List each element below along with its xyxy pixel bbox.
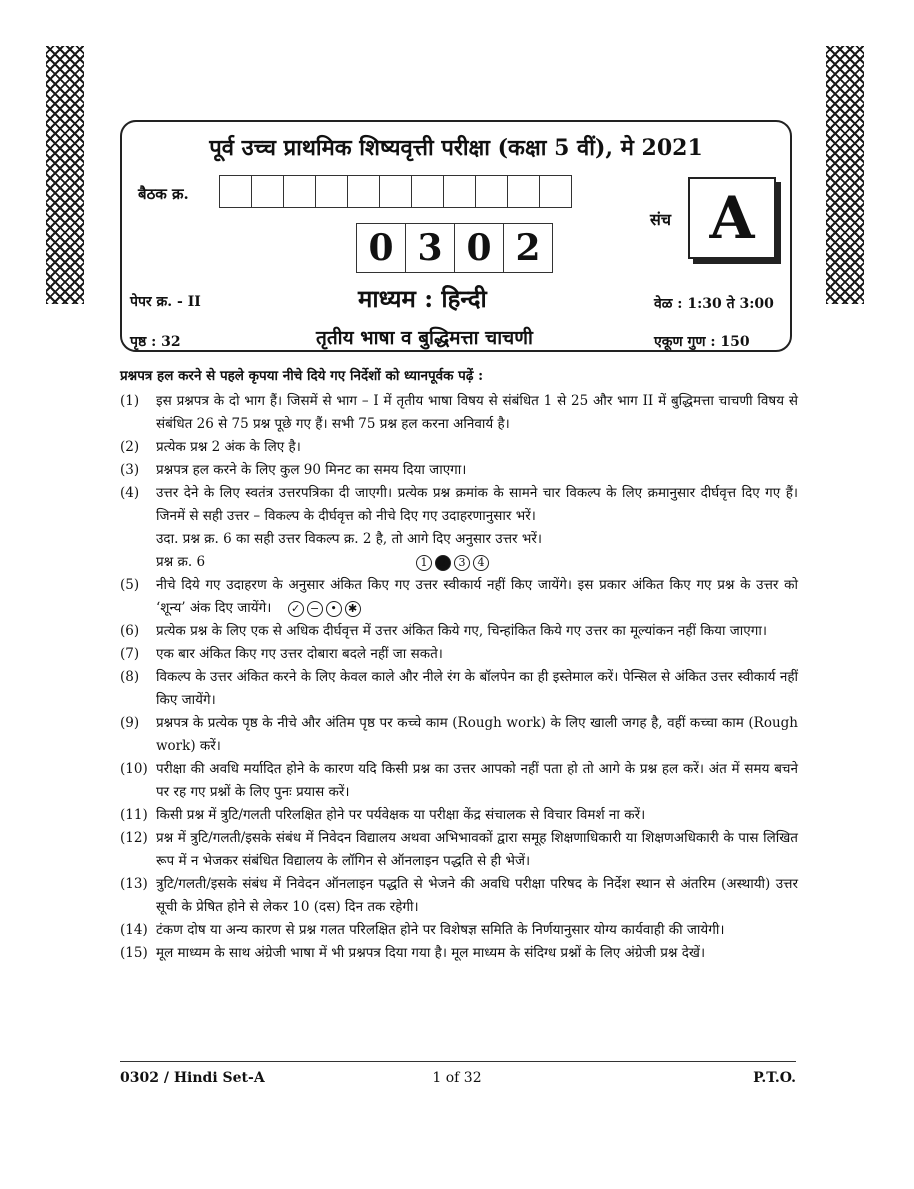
page-count: पृष्ठ : 32 (130, 334, 181, 350)
instruction-text: त्रुटि/गलती/इसके संबंध में निवेदन ऑनलाइन पद्धति से भेजने की अवधि परीक्षा परिषद के निर्देश स्थान से अंतरिम (अस्थायी) उत्तर सूची के प्रेषित होने से लेकर 10 (दस) दिन तक रहेगी। (156, 876, 798, 915)
decorative-border-right (826, 46, 864, 304)
total-marks: एकूण गुण : 150 (654, 334, 750, 350)
dash-mark-icon: − (307, 601, 323, 617)
instruction-number: (6) (120, 623, 140, 639)
instruction-item (120, 919, 798, 942)
medium-label: माध्यम : हिन्दी (358, 284, 487, 313)
instructions-list (120, 390, 798, 965)
instruction-number: (11) (120, 807, 148, 823)
instruction-text: प्रत्येक प्रश्न 2 अंक के लिए है। (156, 439, 301, 455)
code-digit: 0 (356, 223, 406, 273)
instruction-number: (7) (120, 646, 140, 662)
instruction-number: (12) (120, 830, 148, 846)
seat-box (411, 175, 444, 208)
instruction-item (120, 942, 798, 965)
instruction-item (120, 390, 798, 436)
seat-box (283, 175, 316, 208)
instruction-number: (15) (120, 945, 148, 961)
exam-header-box (120, 120, 792, 352)
invalid-marks-example (288, 601, 364, 617)
seat-box (443, 175, 476, 208)
set-value-box: A (688, 177, 776, 259)
subject-title: तृतीय भाषा व बुद्धिमत्ता चाचणी (316, 327, 533, 349)
seat-box (507, 175, 540, 208)
code-digit: 2 (503, 223, 553, 273)
instruction-text: प्रश्नपत्र हल करने के लिए कुल 90 मिनट का समय दिया जाएगा। (156, 462, 467, 478)
instruction-item (120, 574, 798, 620)
paper-number: पेपर क्र. - II (130, 294, 201, 310)
instruction-text: इस प्रश्नपत्र के दो भाग हैं। जिसमें से भाग – I में तृतीय भाषा विषय से संबंधित 1 से 25 और भाग II में बुद्धिमत्ता चाचणी विषय से संबंधित 26 से 75 प्रश्न पूछे गए हैं। सभी 75 प्रश्न हल करना अनिवार्य है। (156, 393, 798, 432)
footer-page-number: 1 of 32 (432, 1070, 482, 1086)
decorative-border-left (46, 46, 84, 304)
instruction-text: उत्तर देने के लिए स्वतंत्र उत्तरपत्रिका दी जाएगी। प्रत्येक प्रश्न क्रमांक के सामने चार विकल्प के लिए क्रमानुसार दीर्घवृत्त दिए गए हैं। जिनमें से सही उत्तर – विकल्प के दीर्घवृत्त को नीचे दिए गए उदाहरणानुसार भरें। (156, 485, 798, 524)
instruction-item (120, 827, 798, 873)
instruction-item (120, 666, 798, 712)
instruction-number: (8) (120, 669, 140, 685)
seat-box (315, 175, 348, 208)
footer-divider (120, 1061, 796, 1062)
instruction-text: विकल्प के उत्तर अंकित करने के लिए केवल काले और नीले रंग के बॉलपेन का ही इस्तेमाल करें। पेन्सिल से अंकित उत्तर स्वीकार्य नहीं किए जायेंगे। (156, 669, 798, 708)
code-digit: 0 (454, 223, 504, 273)
option-circle-filled: 2 (435, 555, 451, 571)
instruction-number: (10) (120, 761, 148, 777)
instruction-item (120, 804, 798, 827)
code-digit: 3 (405, 223, 455, 273)
cross-mark-icon: ✱ (345, 601, 361, 617)
instruction-item (120, 482, 798, 574)
paper-code-boxes (357, 223, 553, 273)
instruction-text: परीक्षा की अवधि मर्यादित होने के कारण यदि किसी प्रश्न का उत्तर आपको नहीं पता हो तो आगे के प्रश्न हल करें। अंत में समय बचने पर रह गए प्रश्नों के लिए पुनः प्रयास करें। (156, 761, 798, 800)
option-circle: 1 (416, 555, 432, 571)
example-question-label: प्रश्न क्र. 6 (156, 554, 206, 570)
footer-pto: P.T.O. (753, 1070, 796, 1086)
instruction-number: (13) (120, 876, 148, 892)
seat-box (347, 175, 380, 208)
instruction-text: प्रत्येक प्रश्न के लिए एक से अधिक दीर्घवृत्त में उत्तर अंकित किये गए, चिन्हांकित किये गए उत्तर का मूल्यांकन नहीं किया जाएगा। (156, 623, 767, 639)
instruction-number: (5) (120, 577, 140, 593)
instruction-number: (3) (120, 462, 140, 478)
instruction-number: (4) (120, 485, 140, 501)
dot-mark-icon: • (326, 601, 342, 617)
exam-title: पूर्व उच्च प्राथमिक शिष्यवृत्ती परीक्षा (कक्षा 5 वीं), मे 2021 (209, 135, 703, 161)
instruction-number: (2) (120, 439, 140, 455)
seat-number-boxes (220, 175, 572, 208)
example-answer-row (156, 551, 798, 574)
set-label: संच (650, 210, 671, 229)
seat-box (219, 175, 252, 208)
instructions-heading: प्रश्नपत्र हल करने से पहले कृपया नीचे दिये गए निर्देशों को ध्यानपूर्वक पढ़ें : (120, 368, 484, 384)
instruction-item (120, 873, 798, 919)
seat-box (379, 175, 412, 208)
instruction-item (120, 620, 798, 643)
instruction-item (120, 459, 798, 482)
example-text: उदा. प्रश्न क्र. 6 का सही उत्तर विकल्प क्र. 2 है, तो आगे दिए अनुसार उत्तर भरें। (156, 531, 542, 547)
seat-box (251, 175, 284, 208)
instruction-number: (9) (120, 715, 140, 731)
instruction-item (120, 643, 798, 666)
instruction-text: नीचे दिये गए उदाहरण के अनुसार अंकित किए गए उत्तर स्वीकार्य नहीं किए जायेंगे। इस प्रकार अंकित किए गए प्रश्न के उत्तर को ‘शून्य’ अंक दिए जायेंगे। (156, 577, 798, 616)
tick-mark-icon: ✓ (288, 601, 304, 617)
exam-time: वेळ : 1:30 ते 3:00 (654, 296, 774, 312)
instruction-number: (14) (120, 922, 148, 938)
seat-number-label: बैठक क्र. (138, 185, 189, 203)
option-circle: 4 (473, 555, 489, 571)
seat-box (539, 175, 572, 208)
instruction-number: (1) (120, 393, 140, 409)
instruction-text: प्रश्नपत्र के प्रत्येक पृष्ठ के नीचे और अंतिम पृष्ठ पर कच्चे काम (Rough work) के लिए खाली जगह है, वहीं कच्चा काम (Rough work) करें। (156, 715, 798, 754)
instruction-text: एक बार अंकित किए गए उत्तर दोबारा बदले नहीं जा सकते। (156, 646, 443, 662)
seat-box (475, 175, 508, 208)
instruction-text: टंकण दोष या अन्य कारण से प्रश्न गलत परिलक्षित होने पर विशेषज्ञ समिति के निर्णयानुसार योग्य कार्यवाही की जायेगी। (156, 922, 725, 938)
footer-paper-code: 0302 / Hindi Set-A (120, 1070, 265, 1086)
instruction-item (120, 758, 798, 804)
instruction-text: प्रश्न में त्रुटि/गलती/इसके संबंध में निवेदन विद्यालय अथवा अभिभावकों द्वारा समूह शिक्षणाधिकारी या शिक्षणअधिकारी के पास लिखित रूप में न भेजकर संबंधित विद्यालय के लॉगिन से ऑनलाइन पद्धति से ही भेजें। (156, 830, 798, 869)
instruction-item (120, 712, 798, 758)
instruction-item (120, 436, 798, 459)
instruction-text: किसी प्रश्न में त्रुटि/गलती परिलक्षित होने पर पर्यवेक्षक या परीक्षा केंद्र संचालक से विचार विमर्श ना करें। (156, 807, 646, 823)
instruction-text: मूल माध्यम के साथ अंग्रेजी भाषा में भी प्रश्नपत्र दिया गया है। मूल माध्यम के संदिग्ध प्रश्नों के लिए अंग्रेजी प्रश्न देखें। (156, 945, 706, 961)
option-circle: 3 (454, 555, 470, 571)
